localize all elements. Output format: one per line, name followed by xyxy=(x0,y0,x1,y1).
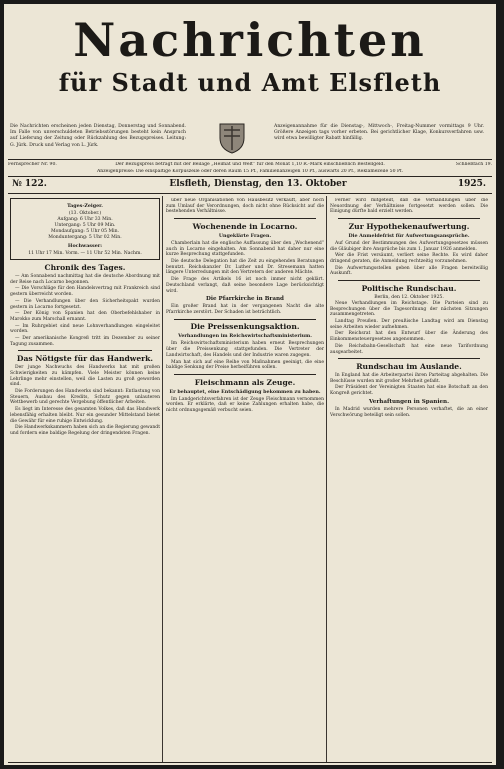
locarno-paragraph: Die deutsche Delegation hat die Zeit zu eingehenden Beratungen benutzt. Reichskanzler Dr. Luther und Dr. Stresemann hatten längere Unterredungen mit den Vertretern der anderen Mächte. xyxy=(166,259,324,276)
headline-preissenkung: Die Preissenkungsaktion. xyxy=(190,322,300,332)
handwerk-paragraph: Die Forderungen des Handwerks sind bekannt: Entlastung von Steuern, Ausbau des Kredits, Schutz gegen unlauteren Wettbewerb und gerechte Vergebung öffentlicher Arbeiten. xyxy=(10,389,160,406)
section-rule xyxy=(338,358,480,359)
polit-paragraph: Neue Verhandlungen im Reichstage. Die Parteien sind zu Besprechungen über die Tagesordnung der nächsten Sitzungen zusammengetreten. xyxy=(330,300,488,318)
masthead-title: Nachrichten xyxy=(73,13,427,67)
masthead xyxy=(12,14,488,98)
hypothek-paragraph: Die Aufwertungsstellen geben über alle Fragen bereitwillig Auskunft. xyxy=(330,265,488,277)
masthead-rule xyxy=(8,159,492,160)
chronik-paragraph: — Die Vorschläge für den Handelsvertrag mit Frankreich sind gestern überreicht worden. xyxy=(10,286,160,298)
handwerk-paragraph: Der junge Nachwuchs des Handwerks hat mit großen Schwierigkeiten zu kämpfen. Viele Meister können keine Lehrlinge mehr einstellen, weil die Lasten zu groß geworden sind. xyxy=(10,365,160,388)
preis-paragraph: Im Reichswirtschaftsministerium haben erneut Besprechungen über die Preissenkung stattgefunden. Die Vertreter der Landwirtschaft, des Handels und der Industrie waren zugegen. xyxy=(166,341,324,358)
dateline-rule xyxy=(8,193,492,194)
bottom-rule xyxy=(8,762,492,763)
headline-handwerk: Das Nötigste für das Handwerk. xyxy=(16,354,154,364)
preis-paragraph: Man hat sich auf eine Reihe von Maßnahmen geeinigt, die eine baldige Senkung der Preise herbeiführen sollen. xyxy=(166,359,324,371)
section-rule xyxy=(174,319,316,320)
headline-hypothek: Zur Hypothekenaufwertung. xyxy=(348,221,470,231)
spanien-paragraph: In Madrid wurden mehrere Personen verhaftet, die an einer Verschwörung beteiligt sein sollen. xyxy=(330,406,488,418)
sun-rise: Aufgang: 6 Uhr 33 Min. xyxy=(57,217,113,222)
hypothek-paragraph: Auf Grund der Bestimmungen des Aufwertungsgesetzes müssen die Gläubiger ihre Ansprüche bis zum 1. Januar 1926 anmelden. xyxy=(330,240,488,252)
ausland-paragraph: In England hat die Arbeiterpartei ihren Parteitag abgehalten. Die Beschlüsse wurden mit großer Mehrheit gefaßt. xyxy=(330,373,488,384)
polit-paragraph: Der Reichsrat hat den Entwurf über die Änderung des Einkommensteuergesetzes angenommen. xyxy=(330,331,488,343)
chronik-paragraph: — Am Sonnabend nachmittag hat die deutsche Abordnung mit der Reise nach Locarno begonnen. xyxy=(10,274,160,285)
po-box: Schließfach 19. xyxy=(455,162,492,167)
chronik-paragraph: — Der König von Spanien hat den Oberbefehlshaber in Marokko zum Marschall ernannt. xyxy=(10,311,160,322)
polit-paragraph: Die Reichsbahn-Gesellschaft hat eine neue Tarifordnung ausgearbeitet. xyxy=(330,343,488,355)
hochwasser-title: Hochwasser: xyxy=(67,243,103,249)
intro-paragraph: über neue Organisationen von Hausbesitz verkauft, aber noch zum Umlauf der Verordnungen, doch nicht ohne Rücksicht auf die bestehenden Verhältnisse. xyxy=(166,198,324,215)
headline-chronik: Chronik des Tages. xyxy=(44,263,126,272)
section-rule xyxy=(174,374,316,375)
moon-rise: Mondaufgang: 5 Uhr 05 Min. xyxy=(50,229,120,234)
brand-paragraph: Ein großer Brand hat in der vergangenen Nacht die alte Pfarrkirche zerstört. Der Schaden ist beträchtlich. xyxy=(166,304,324,315)
phone-number: Fernsprecher Nr. 90. xyxy=(8,162,57,167)
column-divider xyxy=(326,196,327,762)
hypothek-paragraph: Wer die Frist versäumt, verliert seine Rechte. Es wird daher dringend geraten, die Anmeldung rechtzeitig vorzunehmen. xyxy=(330,253,488,265)
column-3 xyxy=(330,198,488,762)
fleischmann-paragraph: Im Landgerichtsverfahren ist der Zeuge Fleischmann vernommen worden. Er erklärte, daß er keine Zahlungen erhalten habe, die nicht ordnungsgemäß verbucht seien. xyxy=(166,396,324,414)
locarno-paragraph: Chamberlain hat die englische Auffassung über den „Wochenend“ auch in Locarno eingehalten. Am Sonnabend hat daher nur eine kurze Besprechung stattgefunden. xyxy=(166,240,324,258)
ad-prices-band xyxy=(8,169,492,175)
headline-brand: Die Pfarrkirche in Brand xyxy=(206,296,284,303)
intro-paragraph: Ferner wird mitgeteilt, daß die Verhandlungen über die Neuordnung der Verhältnisse fortgesetzt werden sollen. Die Einigung dürfte bald erzielt werden. xyxy=(330,198,488,215)
column-2 xyxy=(166,198,324,762)
chronik-paragraph: — Die Verhandlungen über den Sicherheitspakt wurden gestern in Locarno fortgesetzt. xyxy=(10,298,160,310)
band-rule xyxy=(8,176,492,177)
handwerk-paragraph: Es liegt im Interesse des gesamten Volkes, daß das Handwerk lebensfähig erhalten bleibt. Nur ein gesunder Mittelstand bietet die Gewähr für eine ruhige Entwicklung. xyxy=(10,407,160,424)
section-rule xyxy=(174,218,316,219)
moon-set: Monduntergang: 5 Uhr 02 Min. xyxy=(48,235,122,240)
headline-ausland: Rundschau im Auslande. xyxy=(356,362,462,372)
subhead-fleischmann: Er behauptet, eine Entschädigung bekommen zu haben. xyxy=(169,388,321,395)
column-1 xyxy=(10,198,160,762)
column-divider xyxy=(162,196,163,762)
advertising-info: Anzeigenannahme für die Dienstag-, Mittwoch-, Freitag-Nummer vormittags 9 Uhr. Größere Anzeigen tags vorher erbeten. Bei gerichtlicher Klage, Konkursverfahren usw. wird etwa bewilligter Rabatt hinfällig. xyxy=(274,124,484,142)
issue-number: № 122. xyxy=(12,179,47,189)
subhead-preissenkung: Verhandlungen im Reichswirtschaftsministerium. xyxy=(178,333,312,340)
section-rule xyxy=(338,280,480,281)
publication-info: Die Nachrichten erscheinen jeden Dienstag, Donnerstag und Sonnabend. Im Falle von unverschuldeten Betriebsstörungen besteht kein Anspruch auf Lieferung der Zeitung oder Rückzahlung des Bezugspreises. Leitung: G. Jürk. Druck und Verlag von L. Jürk. xyxy=(10,124,186,148)
newspaper-page xyxy=(4,4,496,765)
hochwasser-times: 11 Uhr 17 Min. Vorm. — 11 Uhr 52 Min. Nachm. xyxy=(28,251,142,256)
dateline xyxy=(8,178,492,192)
ad-prices: Anzeigenpreise: Die einspaltige Korpuszeile oder deren Raum 15 Pf., Familienanzeigen 10 Pf., auswärts 20 Pf., Reklamezeile 50 Pf. xyxy=(96,169,404,174)
tageszeiger-date: (13. Oktober.) xyxy=(68,211,102,216)
issue-date: Elsfleth, Dienstag, den 13. Oktober xyxy=(169,179,347,189)
ausland-paragraph: Der Präsident der Vereinigten Staaten hat eine Botschaft an den Kongreß gerichtet. xyxy=(330,385,488,397)
subscription-price: Der Bezugspreis beträgt mit der Beilage „Heimat und Welt“ für den Monat 1,10 R.-Mark einschließlich Bestellgeld. xyxy=(115,162,385,167)
coat-of-arms-icon xyxy=(218,122,246,154)
subhead-hypothek: Die Anmeldefrist für Aufwertungsansprüche. xyxy=(348,232,470,239)
polit-dateline: Berlin, den 12. Oktober 1925. xyxy=(374,294,444,300)
sun-set: Untergang: 5 Uhr 09 Min. xyxy=(54,223,116,228)
issue-year: 1925. xyxy=(457,179,486,189)
tageszeiger-title: Tages-Zeiger. xyxy=(67,203,103,209)
masthead-subtitle: für Stadt und Amt Elsfleth xyxy=(58,68,442,97)
headline-spanien: Verhaftungen in Spanien. xyxy=(368,398,450,405)
section-rule xyxy=(338,218,480,219)
chronik-paragraph: — Der amerikanische Kongreß tritt im Dezember zu seiner Tagung zusammen. xyxy=(10,336,160,347)
handwerk-paragraph: Die Handwerkskammern haben sich an die Regierung gewandt und fordern eine baldige Regelung der dringendsten Fragen. xyxy=(10,425,160,436)
polit-paragraph: Landtag Preußen. Der preußische Landtag wird am Dienstag seine Arbeiten wieder aufnehmen. xyxy=(330,319,488,330)
tageszeiger-box xyxy=(10,198,160,260)
section-rule xyxy=(18,350,152,351)
headline-politische-rundschau: Politische Rundschau. xyxy=(361,283,457,293)
headline-fleischmann: Fleischmann als Zeuge. xyxy=(194,377,296,387)
locarno-paragraph: Die Frage des Artikels 16 ist noch immer nicht geklärt. Deutschland verlangt, daß seine besondere Lage berücksichtigt wird. xyxy=(166,277,324,294)
headline-locarno: Wochenende in Locarno. xyxy=(192,221,298,231)
subscription-band xyxy=(8,162,492,168)
subhead-locarno: Ungeklärte Fragen. xyxy=(218,232,272,239)
chronik-paragraph: — Im Ruhrgebiet sind neue Lohnverhandlungen eingeleitet worden. xyxy=(10,323,160,335)
